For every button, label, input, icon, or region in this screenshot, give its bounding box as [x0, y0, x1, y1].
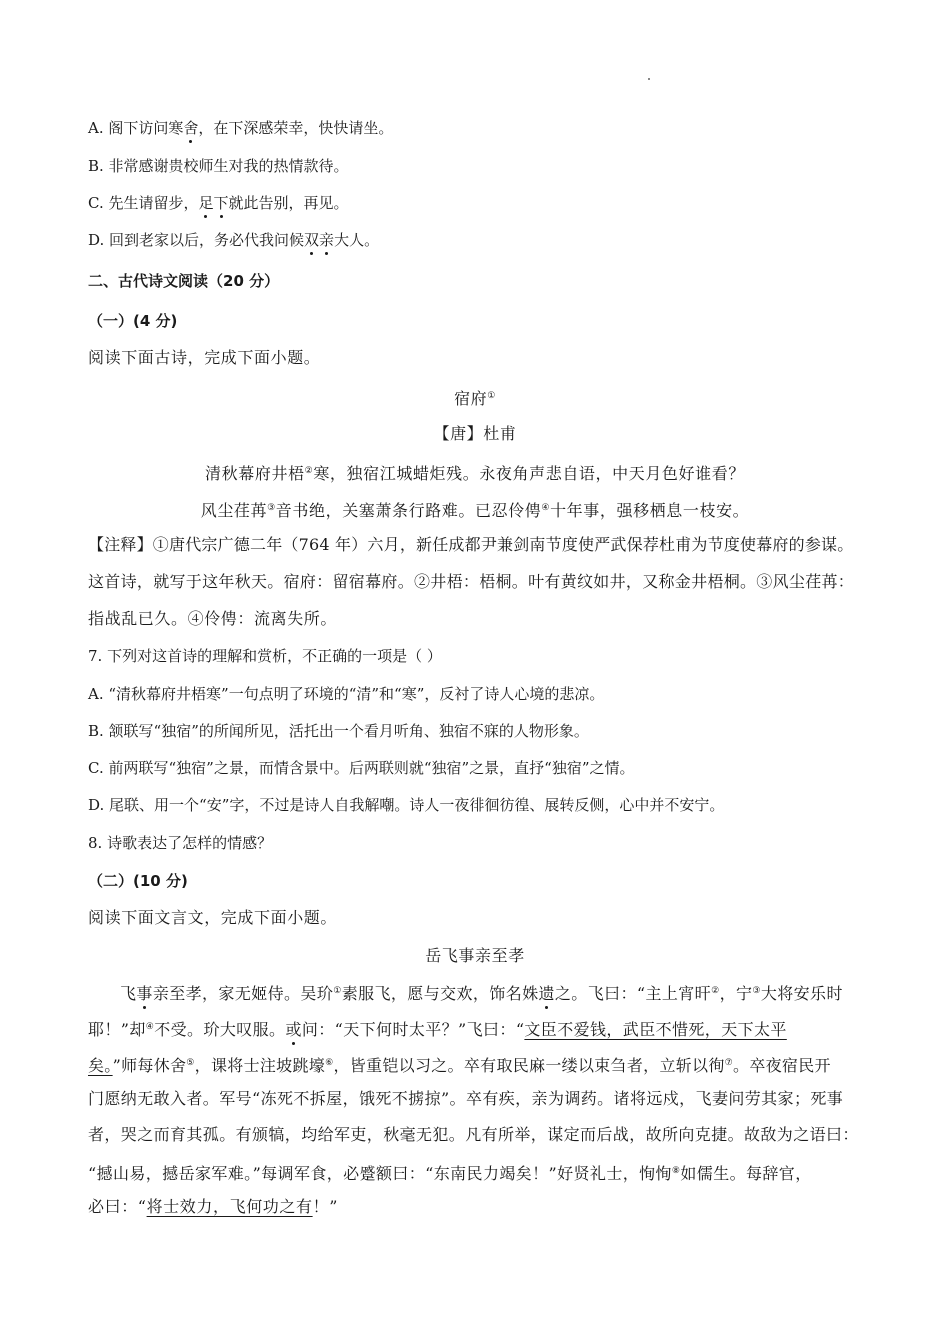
q6-option-c: C. 先生请留步，足下就此告别，再见。	[88, 194, 349, 212]
poem-line-2: 风尘荏苒③音书绝，关塞萧条行路难。已忍伶俜④十年事，强移栖息一枝安。	[200, 501, 750, 520]
prose-line-1: 飞事亲至孝，家无姬侍。吴玠①素服飞，愿与交欢，饰名姝遗之。飞曰：“主上宵旰②，宁③大将安乐时	[120, 984, 843, 1003]
q8-stem: 8. 诗歌表达了怎样的情感？	[88, 834, 273, 852]
q7-option-c: C. 前两联写“独宿”之景，而情含景中。后两联则就“独宿”之景，直抒“独宿”之情。	[88, 759, 635, 777]
part1-heading: （一）(4 分)	[88, 312, 178, 330]
prose-line-6: “撼山易，撼岳家军难。”每调军食，必蹙额曰：“东南民力竭矣！”好贤礼士，恂恂⑧如儒生。每辞官，	[88, 1164, 812, 1183]
section-heading: 二、古代诗文阅读（20 分）	[88, 272, 280, 290]
annotation-line-1: 【注释】①唐代宗广德二年（764 年）六月，新任成都尹兼剑南节度使严武保荐杜甫为节度使幕府的参谋。	[88, 535, 854, 554]
q7-stem: 7. 下列对这首诗的理解和赏析，不正确的一项是（ ）	[88, 647, 442, 665]
q6-option-b: B. 非常感谢贵校师生对我的热情款待。	[88, 157, 349, 175]
prose-line-5: 者，哭之而育其孤。有颁犒，均给军吏，秋毫无犯。凡有所举，谋定而后战，故所向克捷。故敌为之语曰：	[88, 1125, 859, 1144]
q6-option-a: A. 阁下访问寒舍，在下深感荣幸，快快请坐。	[88, 119, 394, 137]
part2-instruction: 阅读下面文言文，完成下面小题。	[88, 908, 338, 927]
part2-heading: （二）(10 分)	[88, 872, 188, 890]
q7-option-a: A. “清秋幕府井梧寒”一句点明了环境的“清”和“寒”，反衬了诗人心境的悲凉。	[88, 685, 605, 703]
prose-line-4: 门愿纳无敢入者。军号“冻死不拆屋，饿死不掳掠”。卒有疾，亲为调药。诸将远戍，飞妻问劳其家；死事	[88, 1089, 844, 1108]
poem-line-1: 清秋幕府井梧②寒，独宿江城蜡炬残。永夜角声悲自语，中天月色好谁看？	[205, 464, 745, 483]
q6-option-d: D. 回到老家以后，务必代我问候双亲大人。	[88, 231, 380, 249]
part1-instruction: 阅读下面古诗，完成下面小题。	[88, 348, 321, 367]
q7-option-b: B. 颔联写“独宿”的所闻所见，活托出一个看月听角、独宿不寐的人物形象。	[88, 722, 589, 740]
q7-option-d: D. 尾联、用一个“安”字，不过是诗人自我解嘲。诗人一夜徘徊彷徨、展转反侧，心中并不安宁。	[88, 796, 725, 814]
prose-line-7: 必曰：“将士效力，飞何功之有！”	[88, 1197, 338, 1216]
prose-line-2: 耶！”却④不受。玠大叹服。或问：“天下何时太平？”飞曰：“文臣不爱钱，武臣不惜死，天下太平	[88, 1020, 787, 1039]
annotation-line-2: 这首诗，就写于这年秋天。宿府：留宿幕府。②井梧：梧桐。叶有黄纹如井，又称金井梧桐。③风尘荏苒：	[88, 572, 855, 591]
scan-mark	[648, 78, 650, 80]
poem-title: 宿府①	[454, 389, 496, 408]
prose-title: 岳飞事亲至孝	[425, 946, 525, 965]
poem-author: 【唐】杜甫	[433, 424, 517, 443]
prose-line-3: 矣。”师每休舍⑤，课将士注坡跳壕⑥，皆重铠以习之。卒有取民麻一缕以束刍者，立斩以徇⑦。卒夜宿民开	[88, 1056, 831, 1075]
annotation-line-3: 指战乱已久。④伶俜：流离失所。	[88, 609, 338, 628]
